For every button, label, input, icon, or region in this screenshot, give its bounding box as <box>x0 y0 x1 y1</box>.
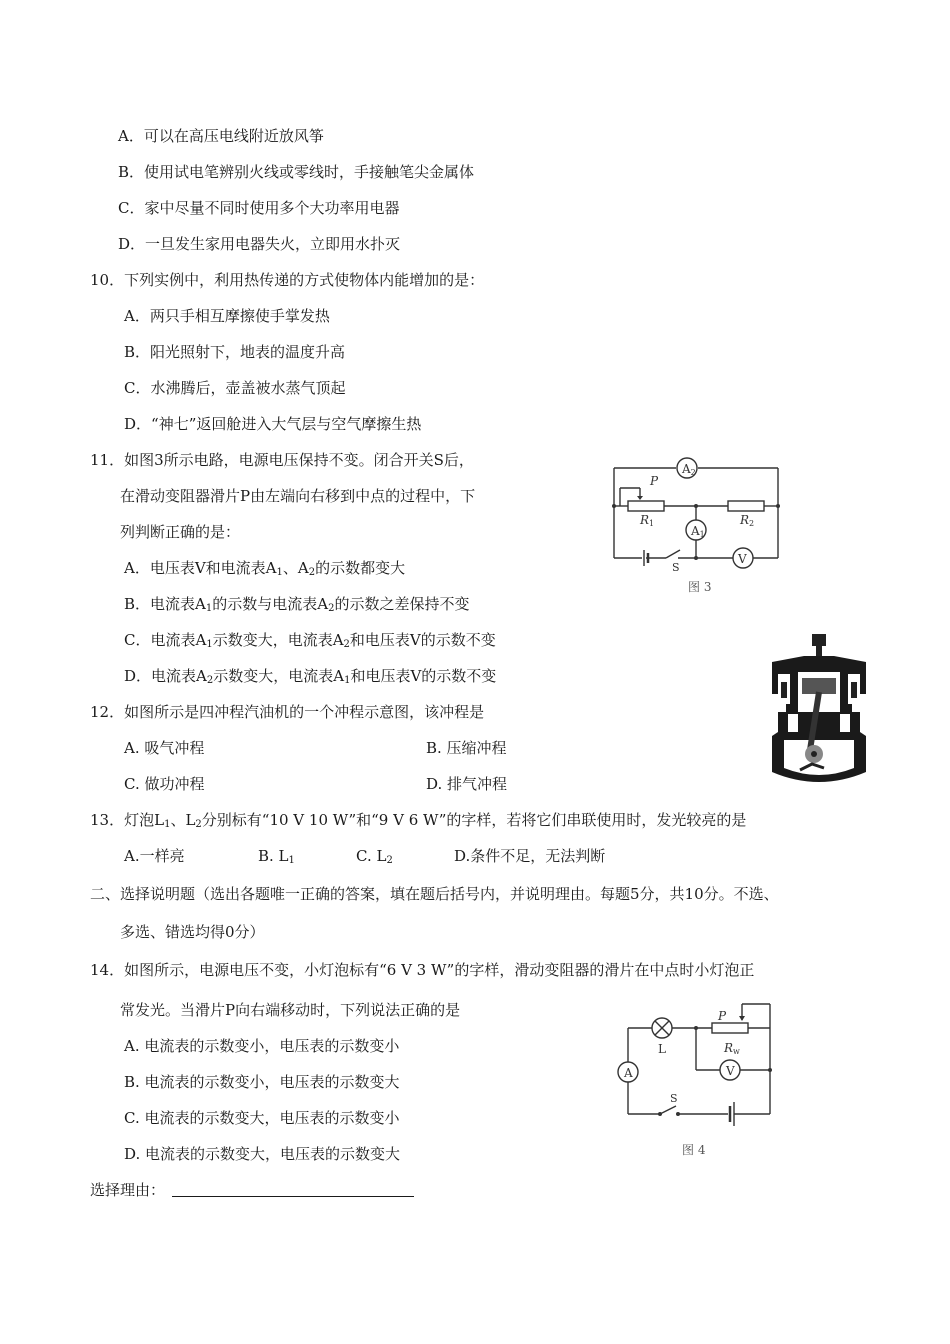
q14-option-d: D. 电流表的示数变大，电压表的示数变大 <box>124 1145 401 1163</box>
q11-option-b: B．电流表$A_1$的示数与电流表$A_2$的示数之差保持不变 <box>124 595 470 614</box>
q11-stem-line3: 列判断正确的是： <box>120 523 241 541</box>
q14-option-c: C. 电流表的示数变大，电压表的示数变小 <box>124 1109 400 1127</box>
fig3-caption: 图 3 <box>688 580 712 594</box>
q10-stem: 10．下列实例中，利用热传递的方式使物体内能增加的是： <box>90 271 485 289</box>
q14-stem-line2: 常发光。当滑片P向右端移动时，下列说法正确的是 <box>120 1001 461 1019</box>
q13-option-a: A.一样亮 <box>124 847 185 865</box>
q11-stem-line1: 11．如图3所示电路，电源电压保持不变。闭合开关S后， <box>90 451 474 469</box>
q9-option-c: C．家中尽量不同时使用多个大功率用电器 <box>118 199 400 217</box>
q10-option-a: A．两只手相互摩擦使手掌发热 <box>124 307 330 325</box>
q11-option-c: C．电流表$A_1$示数变大，电流表$A_2$和电压表V的示数不变 <box>124 631 496 650</box>
q12-option-c: C. 做功冲程 <box>124 775 205 793</box>
q12-option-b: B. 压缩冲程 <box>426 739 507 757</box>
fig4-l-label: L <box>658 1042 666 1056</box>
q14-option-a: A. 电流表的示数变小，电压表的示数变小 <box>124 1037 400 1055</box>
fig3-s-label: S <box>672 561 680 574</box>
q10-option-d: D．“神七”返回舱进入大气层与空气摩擦生热 <box>124 415 422 433</box>
q14-option-b: B. 电流表的示数变小，电压表的示数变大 <box>124 1073 400 1091</box>
fig3-a2-label: A2 <box>682 462 696 477</box>
fig4-v-label: V <box>726 1064 735 1078</box>
figure-4-circuit <box>604 996 794 1162</box>
q9-option-a: A．可以在高压电线附近放风筝 <box>118 127 324 145</box>
q11-stem-line2: 在滑动变阻器滑片P由左端向右移到中点的过程中，下 <box>120 487 476 505</box>
fig4-a-label: A <box>624 1066 633 1080</box>
q9-option-b: B．使用试电笔辨别火线或零线时，手接触笔尖金属体 <box>118 163 475 181</box>
fig3-a1-label: A1 <box>691 524 705 539</box>
fig3-p-label: P <box>650 474 659 488</box>
fig4-rw-label: Rw <box>724 1041 740 1056</box>
q9-option-d: D．一旦发生家用电器失火，立即用水扑灭 <box>118 235 401 253</box>
q10-option-b: B．阳光照射下，地表的温度升高 <box>124 343 346 361</box>
q13-option-c: C. $L_2$ <box>356 847 393 866</box>
engine-stroke-figure <box>764 632 874 792</box>
fig4-caption: 图 4 <box>682 1143 706 1157</box>
fig4-p-label: P <box>718 1009 727 1023</box>
section-2-heading-line2: 多选、错选均得0分） <box>120 923 265 941</box>
q13-stem: 13．灯泡$L_1$、$L_2$分别标有“10 V 10 W”和“9 V 6 W”的字样，若将它们串联使用时，发光较亮的是 <box>90 811 747 830</box>
fig4-s-label: S <box>670 1092 678 1105</box>
fig3-v-label: V <box>738 552 747 566</box>
q12-stem: 12．如图所示是四冲程汽油机的一个冲程示意图，该冲程是 <box>90 703 485 721</box>
q13-option-d: D.条件不足，无法判断 <box>454 847 606 865</box>
figure-3-circuit <box>600 448 800 598</box>
fig3-r1-label: R1 <box>640 513 655 528</box>
q12-option-a: A. 吸气冲程 <box>124 739 205 757</box>
q14-stem-line1: 14．如图所示，电源电压不变，小灯泡标有“6 V 3 W”的字样，滑动变阻器的滑片在中点时小灯泡正 <box>90 961 755 979</box>
q12-option-d: D. 排气冲程 <box>426 775 508 793</box>
q11-option-a: A．电压表V和电流表$A_1$、$A_2$的示数都变大 <box>124 559 406 578</box>
fig3-r2-label: R2 <box>740 513 755 528</box>
q14-reason-blank[interactable] <box>172 1196 414 1197</box>
section-2-heading-line1: 二、选择说明题（选出各题唯一正确的答案，填在题后括号内，并说明理由。每题5分，共10分。不选、 <box>90 885 779 903</box>
q13-option-b: B. $L_1$ <box>258 847 295 866</box>
q14-reason-label: 选择理由： <box>90 1181 166 1199</box>
q10-option-c: C．水沸腾后，壶盖被水蒸气顶起 <box>124 379 346 397</box>
q11-option-d: D．电流表$A_2$示数变大，电流表$A_1$和电压表V的示数不变 <box>124 667 497 686</box>
